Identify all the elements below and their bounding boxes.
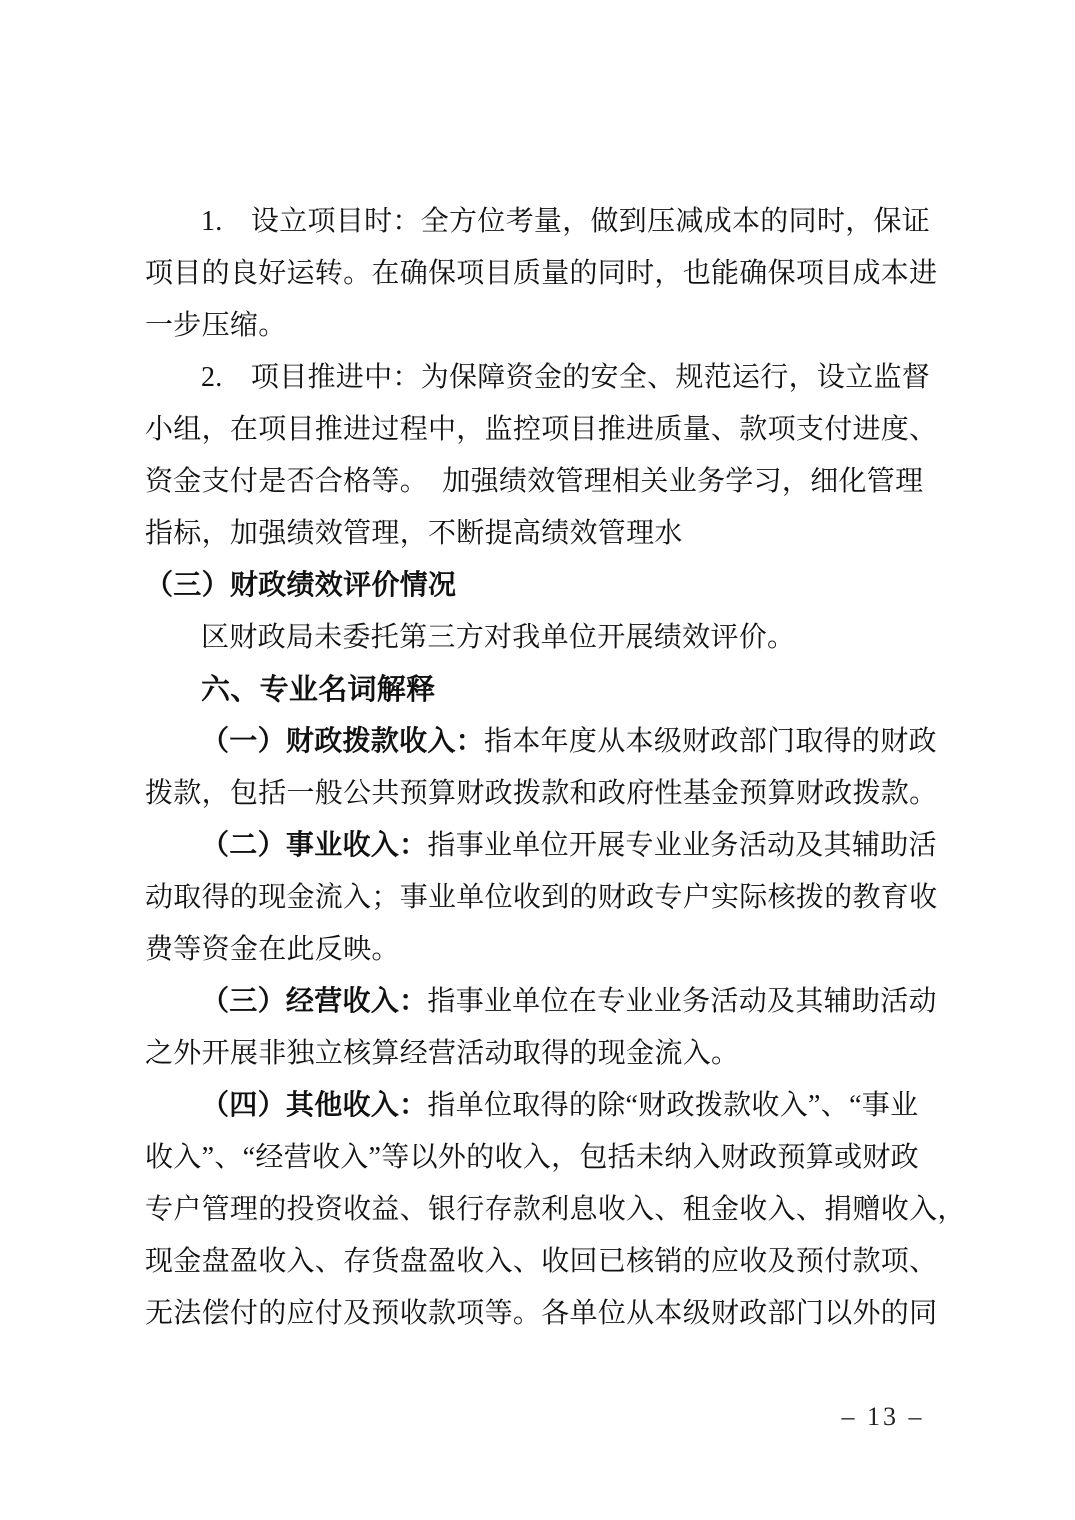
- text-segment: 资金支付是否合格等。 加强绩效管理相关业务学习，细化管理: [145, 466, 924, 497]
- text-segment: 无法偿付的应付及预收款项等。各单位从本级财政部门以外的同: [145, 1298, 938, 1329]
- text-segment: 指事业单位在专业业务活动及其辅助活动: [427, 986, 937, 1017]
- text-segment: 2. 项目推进中：为保障资金的安全、规范运行，设立监督: [201, 362, 931, 393]
- text-line: [145, 1132, 945, 1184]
- text-segment: 费等资金在此反映。: [145, 934, 400, 965]
- text-line: [145, 976, 945, 1028]
- text-segment: 指本年度从本级财政部门取得的财政: [484, 726, 937, 757]
- bold-term: （二）事业收入：: [201, 830, 428, 861]
- text-segment: 指单位取得的除“财政拨款收入”、“事业: [427, 1090, 919, 1121]
- text-segment: 项目的良好运转。在确保项目质量的同时，也能确保项目成本进: [145, 258, 938, 289]
- text-segment: 区财政局未委托第三方对我单位开展绩效评价。: [201, 622, 796, 653]
- bold-term: （三）经营收入：: [201, 986, 428, 1017]
- text-line: [145, 508, 945, 560]
- text-segment: 专户管理的投资收益、银行存款利息收入、租金收入、捐赠收入，: [145, 1194, 966, 1225]
- text-line: [145, 352, 945, 404]
- text-line: [145, 300, 945, 352]
- text-line: [145, 1028, 945, 1080]
- text-segment: 指标，加强绩效管理，不断提高绩效管理水: [145, 518, 683, 549]
- text-line: [145, 924, 945, 976]
- text-line: [145, 1288, 945, 1340]
- text-block: [145, 196, 966, 1340]
- text-line: [145, 196, 945, 248]
- text-line: [145, 456, 945, 508]
- text-line: [145, 1184, 966, 1236]
- bold-term: 六、专业名词解释: [201, 674, 436, 706]
- text-segment: 现金盘盈收入、存货盘盈收入、收回已核销的应收及预付款项、: [145, 1246, 938, 1277]
- text-line: [145, 560, 945, 612]
- text-line: [145, 1080, 945, 1132]
- text-segment: 动取得的现金流入；事业单位收到的财政专户实际核拨的教育收: [145, 882, 938, 913]
- bold-term: （三）财政绩效评价情况: [145, 570, 457, 601]
- bold-term: （一）财政拨款收入：: [201, 726, 485, 757]
- text-line: [145, 664, 945, 716]
- text-line: [145, 820, 945, 872]
- text-segment: 收入”、“经营收入”等以外的收入，包括未纳入财政预算或财政: [145, 1142, 919, 1173]
- text-segment: 一步压缩。: [145, 310, 287, 341]
- page-number: – 13 –: [841, 1402, 925, 1431]
- text-line: [145, 1236, 945, 1288]
- text-line: [145, 248, 945, 300]
- text-line: [145, 612, 945, 664]
- text-segment: 之外开展非独立核算经营活动取得的现金流入。: [145, 1038, 740, 1069]
- text-line: [145, 872, 945, 924]
- text-line: [145, 716, 945, 768]
- text-line: [145, 768, 945, 820]
- text-segment: 小组，在项目推进过程中，监控项目推进质量、款项支付进度、: [145, 414, 938, 445]
- text-line: [145, 404, 945, 456]
- text-segment: 1. 设立项目时：全方位考量，做到压减成本的同时，保证: [201, 206, 931, 237]
- text-segment: 指事业单位开展专业业务活动及其辅助活: [427, 830, 937, 861]
- bold-term: （四）其他收入：: [201, 1090, 428, 1121]
- text-segment: 拨款，包括一般公共预算财政拨款和政府性基金预算财政拨款。: [145, 778, 938, 809]
